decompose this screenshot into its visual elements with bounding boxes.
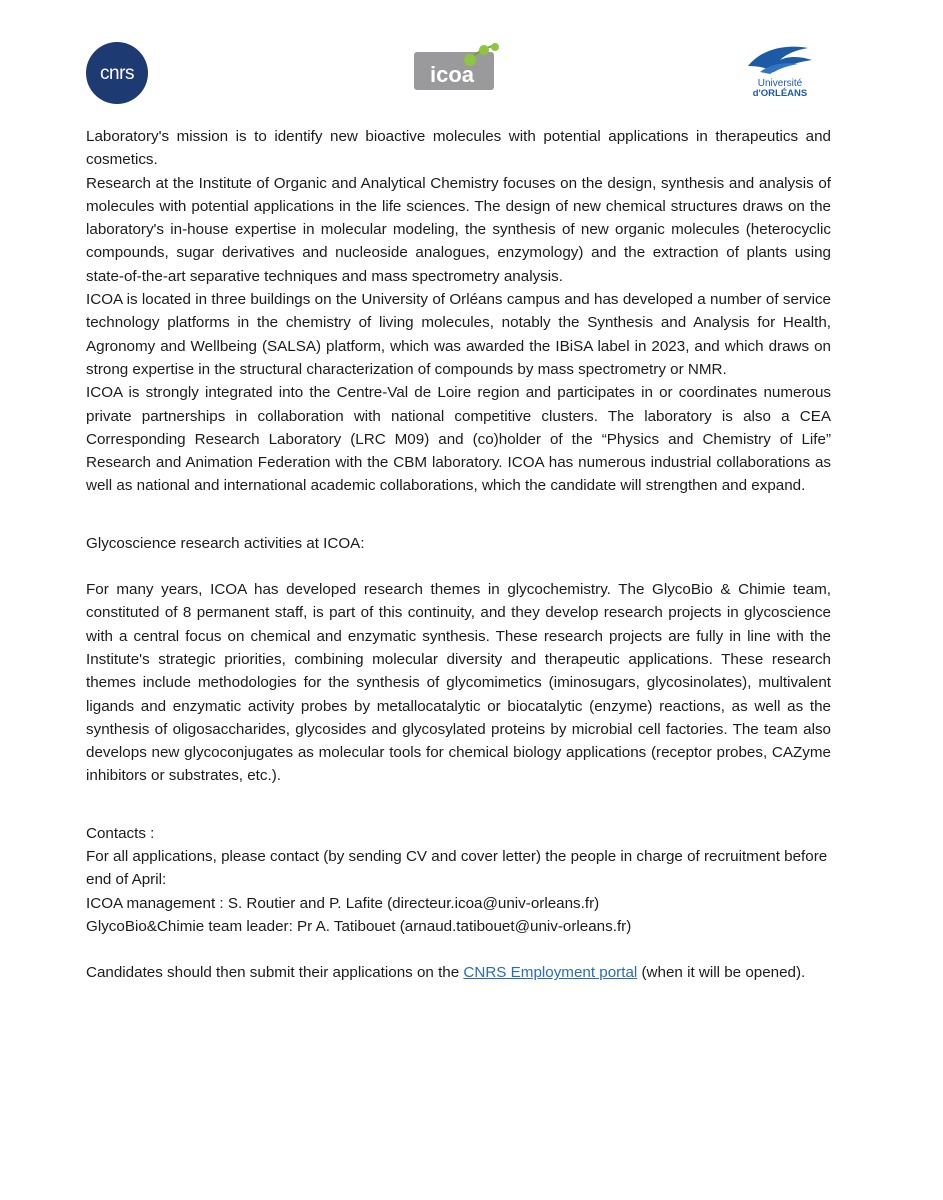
submit-paragraph: [86, 961, 831, 984]
glycoscience-paragraph: For many years, ICOA has developed research themes in glycochemistry. The GlycoBio & Chimie team, constituted of 8 permanent staff, is part of this continuity, and they develop research projects in glycoscience with a central focus on chemical and enzymatic synthesis. These research projects are fully in line with the Institute's strategic priorities, combining molecular diversity and therapeutic applications. These research themes include methodologies for the synthesis of glycomimetics (iminosugars, glycosinolates), multivalent ligands and enzymatic activity probes by metallocatalytic or biocatalytic (enzyme) reactions, as well as the synthesis of oligosaccharides, glycosides and glycosylated proteins by microbial cell factories. The team also develops new glycoconjugates as molecular tools for chemical biology applications (receptor probes, CAZyme inhibitors or substrates, etc.).: [86, 581, 831, 785]
icoa-molecule-atom: [491, 43, 499, 51]
icoa-logo: [408, 42, 504, 94]
contacts-intro: For all applications, please contact (by sending CV and cover letter) the people in charge of recruitment before end of April:: [86, 848, 828, 889]
contacts-team-leader: GlycoBio&Chimie team leader: Pr A. Tatibouet (arnaud.tatibouet@univ-orleans.fr): [86, 917, 632, 935]
mission-paragraph: Laboratory's mission is to identify new bioactive molecules with potential applications in therapeutics and cosmetics.: [86, 128, 831, 169]
universite-orleans-logo: [740, 42, 820, 98]
document-body: [86, 125, 831, 985]
research-paragraph: Research at the Institute of Organic and Analytical Chemistry focuses on the design, synthesis and analysis of molecules with potential applications in the life sciences. The design of new chemical structures draws on the laboratory's in-house expertise in molecular modeling, the synthesis of new organic molecules (heterocyclic compounds, sugar derivatives and nucleoside analogues, enzymology) and the extraction of plants using state-of-the-art separative techniques and mass spectrometry analysis.: [86, 174, 831, 285]
cnrs-employment-portal-link[interactable]: CNRS Employment portal: [463, 964, 638, 982]
univ-logo-line2: d'ORLÉANS: [752, 88, 808, 98]
glycoscience-heading: Glycoscience research activities at ICOA:: [86, 534, 365, 552]
cnrs-logo: [86, 42, 148, 104]
icoa-logo-text: icoa: [429, 62, 475, 87]
univ-logo-line1: Université: [757, 78, 803, 89]
location-paragraph: ICOA is located in three buildings on the University of Orléans campus and has developed a number of service technology platforms in the chemistry of living molecules, notably the Synthesis and Analysis for Health, Agronomy and Wellbeing (SALSA) platform, which was awarded the IBiSA label in 2023, and which draws on strong expertise in the structural characterization of compounds by mass spectrometry or NMR.: [86, 291, 831, 378]
cnrs-logo-text: cnrs: [100, 63, 134, 84]
submit-text-before: Candidates should then submit their applications on the: [86, 964, 464, 982]
contacts-heading: Contacts :: [86, 824, 155, 842]
icoa-molecule-atom: [479, 45, 489, 55]
submit-text-after: (when it will be opened).: [637, 964, 806, 982]
integration-paragraph: ICOA is strongly integrated into the Centre-Val de Loire region and participates in or coordinates numerous private partnerships in collaboration with national competitive clusters. The laboratory is also a CEA Corresponding Research Laboratory (LRC M09) and (co)holder of the “Physics and Chemistry of Life” Research and Animation Federation with the CBM laboratory. ICOA has numerous industrial collaborations as well as national and international academic collaborations, which the candidate will strengthen and expand.: [86, 384, 831, 495]
contacts-management: ICOA management : S. Routier and P. Lafite (directeur.icoa@univ-orleans.fr): [86, 894, 600, 912]
